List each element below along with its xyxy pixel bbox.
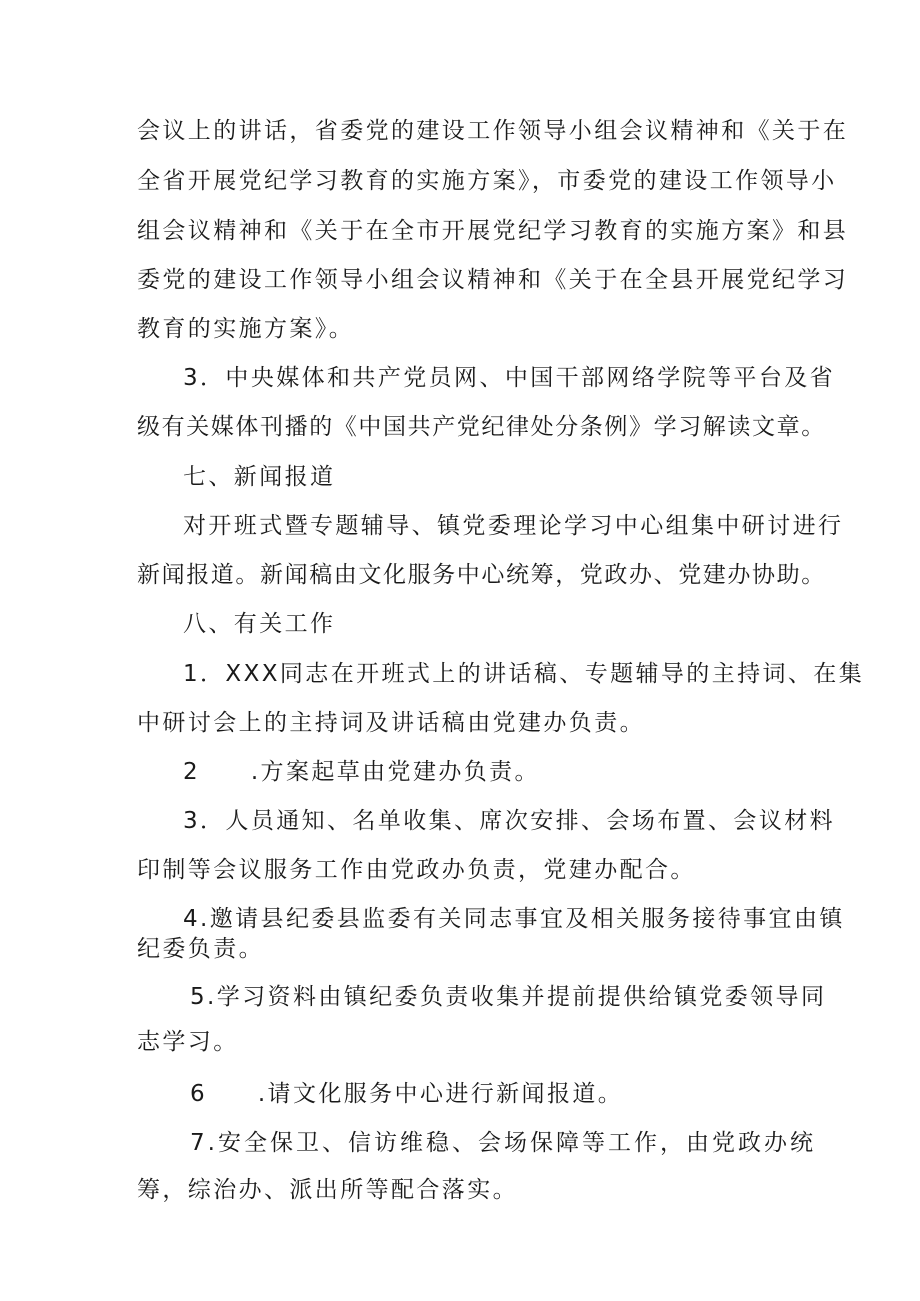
list-item-2: 2 .方案起草由党建办负责。	[183, 759, 540, 785]
paragraph-line: 教育的实施方案》。	[137, 316, 355, 342]
paragraph-line: 组会议精神和《关于在全市开展党纪学习教育的实施方案》和县	[137, 218, 849, 244]
paragraph-line: 会议上的讲话，省委党的建设工作领导小组会议精神和《关于在	[137, 118, 849, 144]
paragraph-line: 中研讨会上的主持词及讲话稿由党建办负责。	[137, 710, 645, 736]
paragraph-line: 对开班式暨专题辅导、镇党委理论学习中心组集中研讨进行	[183, 513, 844, 539]
list-item-1: 1．XXX同志在开班式上的讲话稿、专题辅导的主持词、在集	[183, 661, 865, 687]
list-item-6: 6 .请文化服务中心进行新闻报道。	[190, 1081, 624, 1107]
paragraph-line: 筹，综治办、派出所等配合落实。	[137, 1177, 518, 1203]
paragraph-line: 级有关媒体刊播的《中国共产党纪律处分条例》学习解读文章。	[137, 414, 826, 440]
paragraph-line: 全省开展党纪学习教育的实施方案》，市委党的建设工作领导小	[137, 168, 837, 194]
list-item-3: 3．中央媒体和共产党员网、中国干部网络学院等平台及省	[183, 365, 836, 391]
paragraph-line: 印制等会议服务工作由党政办负责，党建办配合。	[137, 857, 696, 883]
list-item-3b: 3．人员通知、名单收集、席次安排、会场布置、会议材料	[183, 808, 836, 834]
list-item-5: 5.学习资料由镇纪委负责收集并提前提供给镇党委领导同	[190, 984, 827, 1010]
section-heading-news: 七、新闻报道	[183, 464, 336, 490]
section-heading-work: 八、有关工作	[183, 611, 336, 637]
list-item-7: 7.安全保卫、信访维稳、会场保障等工作，由党政办统	[190, 1130, 816, 1156]
paragraph-line: 委党的建设工作领导小组会议精神和《关于在全县开展党纪学习	[137, 267, 849, 293]
paragraph-line: 纪委负责。	[137, 936, 264, 962]
paragraph-line: 新闻报道。新闻稿由文化服务中心统筹，党政办、党建办协助。	[137, 562, 826, 588]
list-item-4: 4.邀请县纪委县监委有关同志事宜及相关服务接待事宜由镇	[183, 906, 845, 932]
paragraph-line: 志学习。	[137, 1029, 239, 1055]
